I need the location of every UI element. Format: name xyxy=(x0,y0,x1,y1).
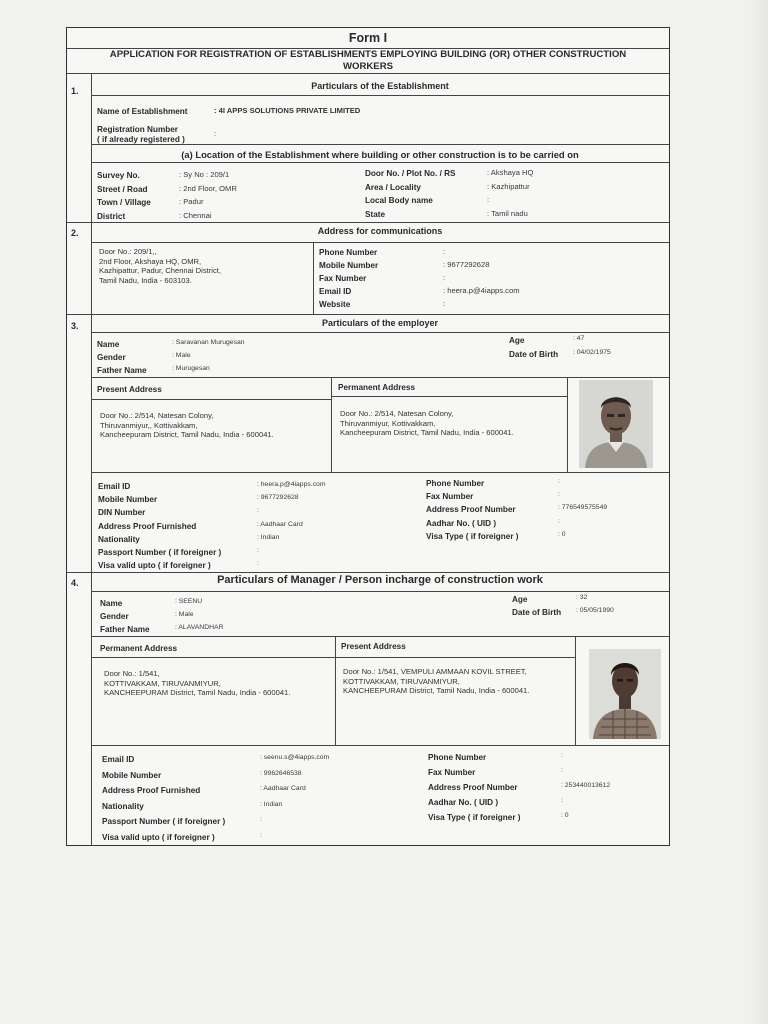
employer-field-value: : xyxy=(558,517,560,525)
manager-name-value: : SEENU xyxy=(175,598,203,605)
manager-field-value: : xyxy=(260,832,262,839)
location-field-value: : Sy No : 209/1 xyxy=(179,170,230,179)
employer-present-address-head: Present Address xyxy=(97,385,162,394)
employer-field-value: : xyxy=(558,491,560,499)
divider xyxy=(91,377,669,378)
location-field-value: : Tamil nadu xyxy=(487,208,528,218)
manager-photo xyxy=(589,649,661,739)
manager-dob-label: Date of Birth xyxy=(512,608,562,617)
section-2-title: Address for communications xyxy=(317,226,443,236)
section-3-number: 3. xyxy=(71,321,79,331)
manager-field-label: Aadhar No. ( UID ) xyxy=(428,798,499,807)
employer-name-value: : Saravanan Murugesan xyxy=(172,339,245,346)
employer-field-value: : 9677292628 xyxy=(257,494,299,502)
section-1-title: Particulars of the Establishment xyxy=(311,81,449,91)
establishment-name-value: : 4I APPS SOLUTIONS PRIVATE LIMITED xyxy=(214,106,361,115)
section-1-number: 1. xyxy=(71,86,79,96)
location-field-value: : Akshaya HQ xyxy=(487,168,534,177)
manager-field-label: Mobile Number xyxy=(102,770,162,780)
manager-field-label: Passport Number ( if foreigner ) xyxy=(102,817,226,827)
divider xyxy=(575,636,576,745)
employer-field-label: Aadhar No. ( UID ) xyxy=(426,518,497,528)
employer-age-value: : 47 xyxy=(573,335,585,342)
registration-form xyxy=(66,27,670,846)
location-field-value: : Padur xyxy=(179,197,204,206)
communication-field-label: Website xyxy=(319,300,351,309)
number-column-divider xyxy=(91,73,92,845)
location-title: (a) Location of the Establishment where building or other construction is to be carried on xyxy=(181,149,579,160)
manager-field-value: : xyxy=(561,752,563,759)
employer-age-label: Age xyxy=(509,336,525,345)
manager-field-value: : xyxy=(561,767,563,774)
communication-address: Door No.: 209/1,, 2nd Floor, Akshaya HQ, OMR, Kazhipattur, Padur, Chennai District, Tamil Nadu, India - 603103. xyxy=(99,247,221,285)
communication-field-value: : heera.p@4iapps.com xyxy=(443,286,520,295)
employer-field-value: : Aadhaar Card xyxy=(257,520,303,528)
manager-age-value: : 32 xyxy=(576,594,588,601)
communication-field-value: : xyxy=(443,299,446,308)
manager-field-value: : Indian xyxy=(260,800,283,808)
manager-field-value: : xyxy=(561,797,563,804)
manager-age-label: Age xyxy=(512,595,528,604)
divider xyxy=(91,95,669,96)
manager-permanent-address-head: Permanent Address xyxy=(100,644,178,653)
manager-field-label: Visa Type ( if foreigner ) xyxy=(428,813,521,822)
divider xyxy=(313,242,314,314)
location-field-label: District xyxy=(97,211,126,221)
manager-name-label: Name xyxy=(100,599,123,608)
manager-field-value: : 9962646538 xyxy=(260,769,302,777)
employer-field-label: Nationality xyxy=(98,534,140,544)
divider xyxy=(91,162,669,163)
manager-field-value: : seenu.s@4iapps.com xyxy=(260,754,330,761)
scan-page-edge xyxy=(750,0,768,1024)
manager-field-label: Fax Number xyxy=(428,768,476,777)
employer-field-label: DIN Number xyxy=(98,508,146,518)
manager-field-value: : xyxy=(260,816,262,824)
manager-gender-label: Gender xyxy=(100,612,129,621)
form-subtitle-line2: WORKERS xyxy=(342,61,394,72)
employer-field-value: : xyxy=(257,560,259,568)
employer-present-address: Door No.: 2/514, Natesan Colony, Thiruvanmiyur,, Kottivakkam, Kancheepuram District, Tamil Nadu, India - 600041. xyxy=(100,411,274,440)
employer-field-label: Mobile Number xyxy=(98,495,158,505)
location-field-value: : 2nd Floor, OMR xyxy=(179,183,237,193)
manager-dob-value: : 05/05/1990 xyxy=(576,607,614,614)
manager-permanent-address: Door No.: 1/541, KOTTIVAKKAM, TIRUVANMIYUR, KANCHEEPURAM District, Tamil Nadu, India - 600041. xyxy=(104,669,291,698)
location-field-label: State xyxy=(365,209,386,219)
employer-dob-label: Date of Birth xyxy=(509,350,559,359)
manager-father-value: : ALAVANDHAR xyxy=(175,624,224,631)
employer-father-value: : Murugesan xyxy=(172,365,210,372)
manager-gender-value: : Male xyxy=(175,611,194,618)
employer-gender-label: Gender xyxy=(97,353,126,362)
section-4-title: Particulars of Manager / Person incharge of construction work xyxy=(217,574,543,586)
employer-field-value: : 0 xyxy=(558,530,566,538)
communication-field-value: : xyxy=(443,273,446,282)
communication-field-label: Fax Number xyxy=(319,274,367,283)
form-subtitle-line1: APPLICATION FOR REGISTRATION OF ESTABLISHMENTS EMPLOYING BUILDING (OR) OTHER CONSTRUCTION xyxy=(109,49,627,60)
divider xyxy=(67,73,669,74)
location-field-label: Town / Village xyxy=(97,198,151,207)
employer-field-value: : 776549575549 xyxy=(558,504,608,512)
divider xyxy=(91,472,669,473)
manager-field-label: Phone Number xyxy=(428,753,487,762)
divider xyxy=(567,377,568,472)
section-4-number: 4. xyxy=(71,578,79,588)
employer-field-value: : Indian xyxy=(257,533,280,541)
divider xyxy=(91,399,331,400)
manager-field-value: : 253440013612 xyxy=(561,782,611,789)
divider xyxy=(91,745,669,746)
employer-field-label: Address Proof Furnished xyxy=(98,521,197,531)
manager-field-label: Visa valid upto ( if foreigner ) xyxy=(102,833,215,842)
location-field-value: : Chennai xyxy=(179,210,212,220)
form-title: Form I xyxy=(348,31,388,45)
communication-field-label: Email ID xyxy=(319,287,352,296)
employer-field-value: : xyxy=(558,478,560,485)
manager-father-label: Father Name xyxy=(100,625,150,634)
location-field-label: Door No. / Plot No. / RS xyxy=(365,169,456,178)
manager-field-value: : Aadhaar Card xyxy=(260,785,306,793)
divider xyxy=(67,314,669,315)
employer-permanent-address: Door No.: 2/514, Natesan Colony, Thiruvanmiyur, Kottivakkam, Kancheepuram District, Tamil Nadu, India - 600041. xyxy=(340,409,514,438)
manager-field-label: Nationality xyxy=(102,801,144,811)
location-field-label: Local Body name xyxy=(365,196,433,205)
communication-field-label: Phone Number xyxy=(319,248,378,257)
employer-name-label: Name xyxy=(97,340,120,349)
manager-present-address: Door No.: 1/541, VEMPULI AMMAAN KOVIL STREET, KOTTIVAKKAM, TIRUVANMIYUR, KANCHEEPURAM District, Tamil Nadu, India - 600041. xyxy=(343,667,530,696)
communication-field-value: : xyxy=(443,247,446,256)
divider xyxy=(91,591,669,592)
employer-field-value: : heera.p@4iapps.com xyxy=(257,481,326,488)
location-field-label: Street / Road xyxy=(97,184,148,194)
employer-father-label: Father Name xyxy=(97,366,147,375)
employer-field-value: : xyxy=(257,507,259,515)
divider xyxy=(67,222,669,223)
location-field-value: : xyxy=(487,195,490,204)
divider xyxy=(67,572,669,573)
location-field-label: Area / Locality xyxy=(365,182,421,192)
registration-number-value: : xyxy=(214,129,217,138)
form-subtitle xyxy=(67,49,669,73)
employer-photo xyxy=(579,380,653,468)
divider xyxy=(91,657,575,658)
establishment-name-label: Name of Establishment xyxy=(97,107,188,116)
divider xyxy=(331,377,332,472)
registration-number-note: ( if already registered ) xyxy=(97,135,185,144)
communication-field-value: : 9677292628 xyxy=(443,260,490,269)
manager-field-label: Address Proof Number xyxy=(428,783,518,792)
location-field-label: Survey No. xyxy=(97,171,140,180)
employer-field-label: Visa Type ( if foreigner ) xyxy=(426,531,519,541)
employer-field-label: Fax Number xyxy=(426,492,474,502)
communication-field-label: Mobile Number xyxy=(319,261,379,270)
employer-field-label: Visa valid upto ( if foreigner ) xyxy=(98,561,211,571)
manager-field-label: Address Proof Furnished xyxy=(102,786,201,796)
manager-field-value: : 0 xyxy=(561,812,569,819)
employer-dob-value: : 04/02/1975 xyxy=(573,349,611,356)
divider xyxy=(91,636,669,637)
employer-field-label: Phone Number xyxy=(426,479,485,488)
location-field-value: : Kazhipattur xyxy=(487,181,530,191)
employer-gender-value: : Male xyxy=(172,352,191,359)
employer-field-label: Passport Number ( if foreigner ) xyxy=(98,548,222,557)
registration-number-label: Registration Number xyxy=(97,125,178,134)
manager-present-address-head: Present Address xyxy=(341,642,406,651)
employer-field-value: : xyxy=(257,547,259,554)
manager-field-label: Email ID xyxy=(102,755,135,764)
employer-permanent-address-head: Permanent Address xyxy=(338,383,416,392)
divider xyxy=(91,332,669,333)
section-3-title: Particulars of the employer xyxy=(321,318,439,328)
section-2-number: 2. xyxy=(71,228,79,238)
employer-field-label: Email ID xyxy=(98,482,131,491)
employer-field-label: Address Proof Number xyxy=(426,505,516,515)
divider xyxy=(335,636,336,745)
divider xyxy=(91,242,669,243)
divider xyxy=(91,144,669,145)
divider xyxy=(331,396,567,397)
